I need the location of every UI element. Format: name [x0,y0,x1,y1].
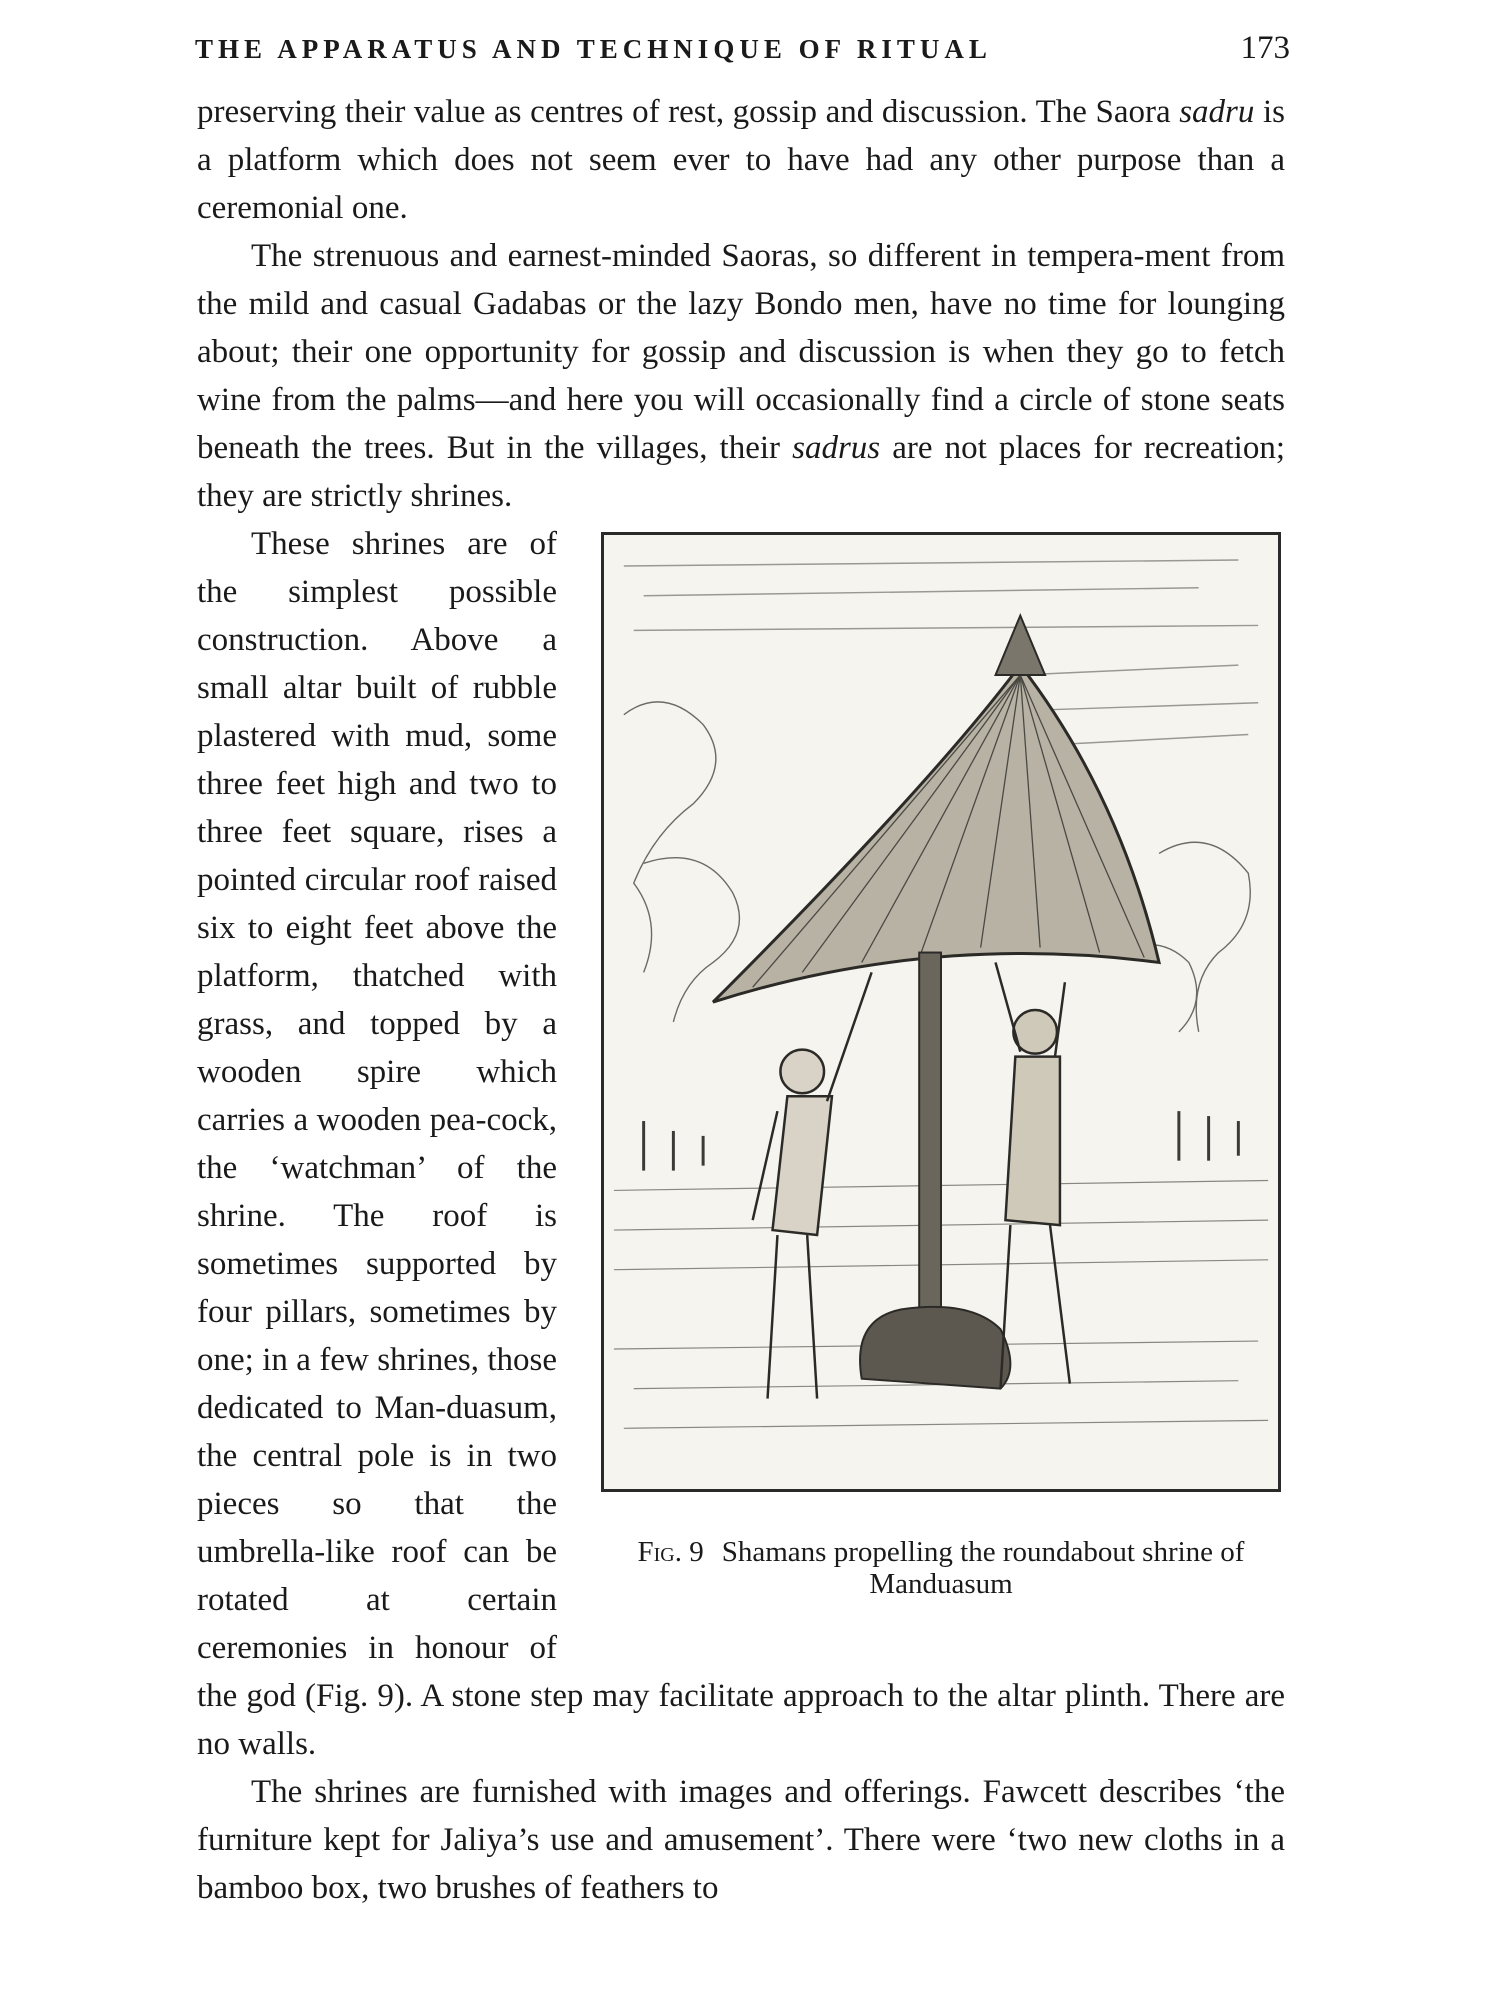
paragraph-2-text-b: are not places for recreation; they are strictly shrines. [197,430,1285,514]
body-text [197,88,1285,1912]
paragraph-2-term: sadrus [792,430,881,466]
paragraph-4: The shrines are furnished with images and offerings. Fawcett describes ‘the furniture kept for Jaliya’s use and amusement’. There were ‘two new cloths in a bamboo box, two brushes of feathers to [197,1774,1285,1906]
figure-caption [601,1536,1281,1600]
figure-caption-text: Shamans propelling the roundabout shrine of Manduasum [721,1536,1245,1600]
figure-9 [591,520,1291,1650]
running-title: THE APPARATUS AND TECHNIQUE OF RITUAL [195,34,992,64]
running-head [195,30,1290,74]
paragraph-2 [197,232,1285,520]
paragraph-1-text-b: is a platform which does not seem ever to have had any other purpose than a ceremonial one. [197,94,1286,226]
paragraph-3: These shrines are of the simplest possible construction. Above a small altar built of rubble plastered with mud, some three feet high and two to three feet square, rises a pointed circular roof raised six to eight feet above the platform, thatched with grass, and topped by a wooden spire which carries a wooden pea-cock, the ‘watchman’ of the shrine. The roof is sometimes supported by four pillars, sometimes by one; in a few shrines, those dedicated to Man-duasum, the central pole is in two pieces so that the umbrella-like roof can be rotated at certain ceremonies in honour of the god (Fig. 9). A stone step may facilitate approach to the altar plinth. There are no walls. [197,526,1285,1762]
paragraph-2-text-a: The strenuous and earnest-minded Saoras, so different in tempera-ment from the mild and casual Gadabas or the lazy Bondo men, have no time for lounging about; their one opportunity for gossip and discussion is when they go to fetch wine from the palms—and here you will occasionally find a circle of stone seats beneath the trees. But in the villages, their [197,238,1285,466]
paragraph-1-term: sadru [1179,94,1255,130]
paragraph-1-text-a: preserving their value as centres of rest, gossip and discussion. The Saora [197,94,1180,130]
paragraph-1 [197,88,1285,232]
figure-label: Fig. 9 [637,1536,704,1568]
page-number: 173 [1240,30,1290,66]
shrine-illustration [604,535,1278,1489]
figure-illustration [601,532,1281,1492]
